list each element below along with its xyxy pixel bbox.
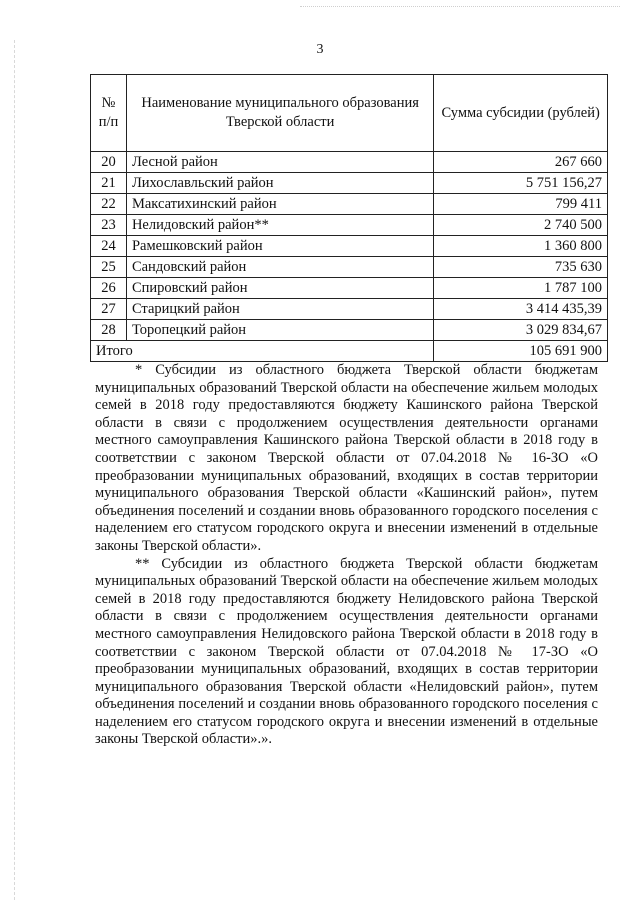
row-number: 23: [91, 215, 127, 236]
row-number: 22: [91, 194, 127, 215]
row-number: 25: [91, 257, 127, 278]
row-municipality: Лихославльский район: [126, 173, 433, 194]
table-row: [91, 278, 608, 299]
total-sum: 105 691 900: [434, 341, 608, 362]
row-municipality: Лесной район: [126, 152, 433, 173]
row-municipality: Нелидовский район**: [126, 215, 433, 236]
scan-artifact-top: [300, 6, 620, 7]
table-row: [91, 194, 608, 215]
row-subsidy-sum: 267 660: [434, 152, 608, 173]
row-number: 26: [91, 278, 127, 299]
row-subsidy-sum: 1 360 800: [434, 236, 608, 257]
total-label: Итого: [91, 341, 434, 362]
row-municipality: Сандовский район: [126, 257, 433, 278]
footnote-nelidovo: ** Субсидии из областного бюджета Тверской области бюджетам муниципальных образований Тверской области на обеспечение жильем молодых семей в 2018 году предоставляются бюджету Нелидовского района Тверской области в связи с продолжением осуществления деятельности органами местного самоуправления Нелидовского района Тверской области в 2018 году в соответствии с законом Тверской области от 07.04.2018 № 17-ЗО «О преобразовании муниципальных образований, входящих в состав территории муниципального образования Тверской области «Нелидовский район», путем объединения поселений и создании вновь образованного городского поселения с наделением его статусом городского округа и внесении изменений в отдельные законы Тверской области».».: [95, 555, 598, 748]
header-municipality: Наименование муниципального образования Тверской области: [126, 75, 433, 152]
row-number: 21: [91, 173, 127, 194]
scan-artifact-edge: [14, 40, 15, 900]
page-number: 3: [316, 42, 324, 57]
row-subsidy-sum: 2 740 500: [434, 215, 608, 236]
row-subsidy-sum: 3 029 834,67: [434, 320, 608, 341]
table-row: [91, 320, 608, 341]
row-subsidy-sum: 3 414 435,39: [434, 299, 608, 320]
row-number: 27: [91, 299, 127, 320]
table-row: [91, 236, 608, 257]
table-row: [91, 215, 608, 236]
table-row: [91, 257, 608, 278]
row-subsidy-sum: 735 630: [434, 257, 608, 278]
row-subsidy-sum: 1 787 100: [434, 278, 608, 299]
row-municipality: Спировский район: [126, 278, 433, 299]
footnote-kashin: * Субсидии из областного бюджета Тверской области бюджетам муниципальных образований Тверской области на обеспечение жильем молодых семей в 2018 году предоставляются бюджету Кашинского района Тверской области в связи с продолжением осуществления деятельности органами местного самоуправления Кашинского района Тверской области в 2018 году в соответствии с законом Тверской области от 07.04.2018 № 16-ЗО «О преобразовании муниципальных образований, входящих в состав территории муниципального образования Тверской области «Кашинский район», путем объединения поселений и создании вновь образованного городского поселения с наделением его статусом городского округа и внесении изменений в отдельные законы Тверской области».: [95, 362, 598, 554]
table-header-row: [91, 75, 608, 152]
row-municipality: Торопецкий район: [126, 320, 433, 341]
table-row: [91, 173, 608, 194]
row-subsidy-sum: 799 411: [434, 194, 608, 215]
subsidy-table: [90, 74, 608, 362]
footnotes: [95, 362, 598, 749]
row-subsidy-sum: 5 751 156,27: [434, 173, 608, 194]
row-municipality: Старицкий район: [126, 299, 433, 320]
row-number: 24: [91, 236, 127, 257]
row-number: 28: [91, 320, 127, 341]
header-number: № п/п: [91, 75, 127, 152]
table-row: [91, 299, 608, 320]
table-row: [91, 152, 608, 173]
row-municipality: Рамешковский район: [126, 236, 433, 257]
row-number: 20: [91, 152, 127, 173]
header-subsidy-sum: Сумма субсидии (рублей): [434, 75, 608, 152]
row-municipality: Максатихинский район: [126, 194, 433, 215]
total-row: [91, 341, 608, 362]
